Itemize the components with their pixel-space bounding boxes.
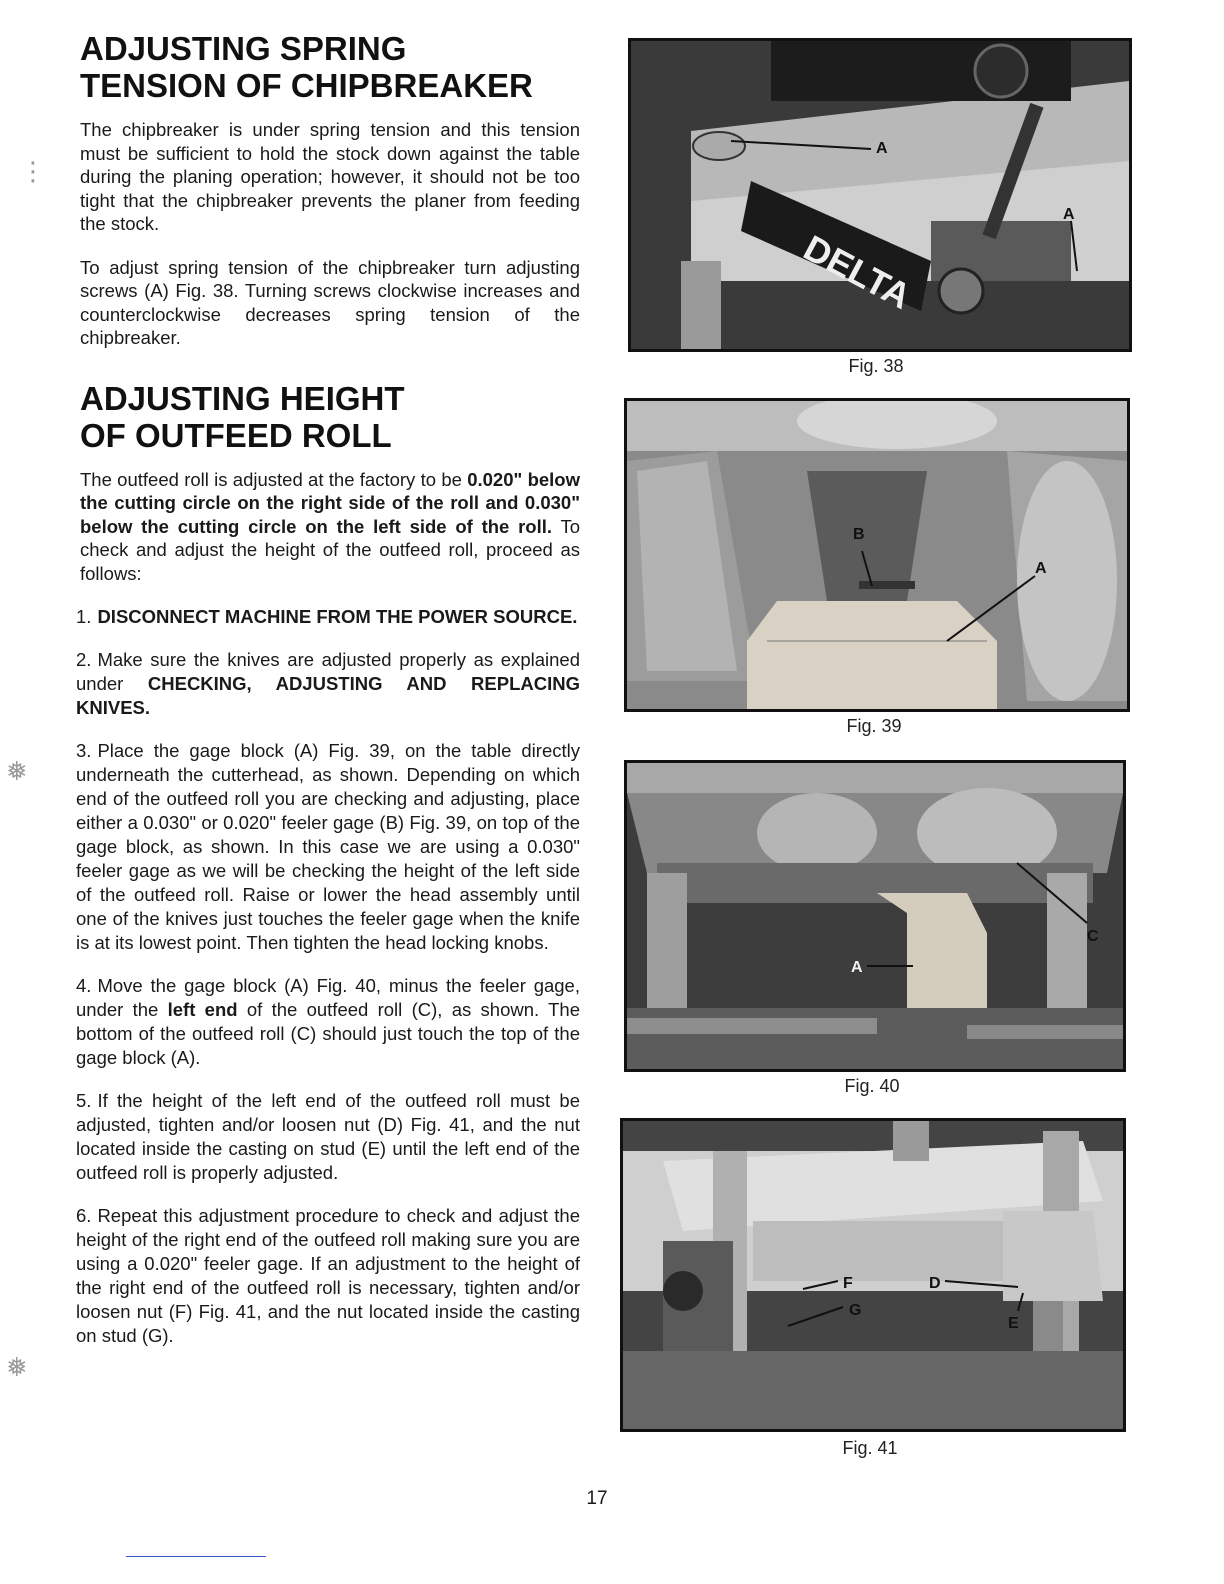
- svg-text:A: A: [1063, 206, 1075, 223]
- svg-text:A: A: [851, 959, 863, 976]
- page-number: 17: [586, 1488, 608, 1509]
- figure-40-photo: [624, 760, 1126, 1072]
- bottom-rule: [126, 1556, 266, 1557]
- figure-39-photo: [624, 398, 1130, 712]
- svg-text:F: F: [843, 1275, 853, 1292]
- scan-smudge-bottom: ❅: [6, 1352, 28, 1382]
- chipbreaker-paragraph-1: The chipbreaker is under spring tension and this tension must be sufficient to hold the stock down against the table during the planing operation; however, it should not be too tight that the chipbreaker prevents the planer from feeding the stock.: [80, 119, 580, 234]
- step-2: 2. Make sure the knives are adjusted properly as explained under CHECKING, ADJUSTING AND REPLACING KNIVES.: [76, 649, 580, 718]
- scan-smudge-middle: ❅: [6, 756, 28, 786]
- figure-39-caption: Fig. 39: [846, 716, 902, 736]
- figure-38-caption: Fig. 38: [848, 356, 904, 376]
- svg-text:B: B: [853, 526, 865, 543]
- scan-smudge-top: ⋮: [20, 156, 46, 186]
- svg-text:A: A: [1035, 560, 1047, 577]
- section-title-outfeed-roll: ADJUSTING HEIGHT OF OUTFEED ROLL: [80, 379, 405, 454]
- figure-41-caption: Fig. 41: [842, 1438, 898, 1458]
- svg-text:D: D: [929, 1275, 941, 1292]
- step-6: 6. Repeat this adjustment procedure to check and adjust the height of the right end of the outfeed roll making sure you are using a 0.020" feeler gage. If an adjustment to the height of the right end of the outfeed roll is necessary, tighten and/or loosen nut (F) Fig. 41, and the nut located inside the casting on stud (G).: [76, 1205, 580, 1346]
- step-1: 1. DISCONNECT MACHINE FROM THE POWER SOURCE.: [76, 606, 578, 627]
- section-title-chipbreaker: ADJUSTING SPRING TENSION OF CHIPBREAKER: [80, 30, 533, 104]
- step-4: 4. Move the gage block (A) Fig. 40, minus the feeler gage, under the left end of the outfeed roll (C), as shown. The bottom of the outfeed roll (C) should just touch the top of the gage block (A).: [76, 975, 580, 1068]
- text-column: [76, 30, 580, 1367]
- svg-text:A: A: [876, 140, 888, 157]
- delta-logo: DELTA: [797, 226, 918, 317]
- svg-text:E: E: [1008, 1315, 1019, 1332]
- figure-40-caption: Fig. 40: [844, 1076, 900, 1096]
- step-3: 3. Place the gage block (A) Fig. 39, on the table directly underneath the cutterhead, as shown. Depending on which end of the outfeed roll you are checking and adjusting, place either a 0.030" or 0.020" feeler gage (B) Fig. 39, on top of the gage block, as shown. In this case we are using a 0.030" feeler gage as we will be checking the height of the left side of the outfeed roll. Raise or lower the head assembly until one of the knives just touches the feeler gage when the knife is at its lowest point. Then tighten the head locking knobs.: [76, 740, 580, 953]
- figure-38-photo: [628, 38, 1132, 352]
- figure-41-photo: [620, 1118, 1126, 1432]
- chipbreaker-paragraph-2: To adjust spring tension of the chipbreaker turn adjusting screws (A) Fig. 38. Turning screws clockwise increases and counterclockwise decreases spring tension of the chipbreaker.: [80, 256, 580, 348]
- outfeed-intro-paragraph: The outfeed roll is adjusted at the factory to be 0.020" below the cutting circle on the right side of the roll and 0.030" below the cutting circle on the left side of the roll. To check and adjust the height of the outfeed roll, proceed as follows:: [80, 468, 580, 584]
- step-5: 5. If the height of the left end of the outfeed roll must be adjusted, tighten and/or loosen nut (D) Fig. 41, and the nut located inside the casting on stud (E) until the left end of the outfeed roll is properly adjusted.: [76, 1090, 580, 1183]
- svg-text:G: G: [849, 1302, 862, 1319]
- svg-text:C: C: [1087, 928, 1099, 945]
